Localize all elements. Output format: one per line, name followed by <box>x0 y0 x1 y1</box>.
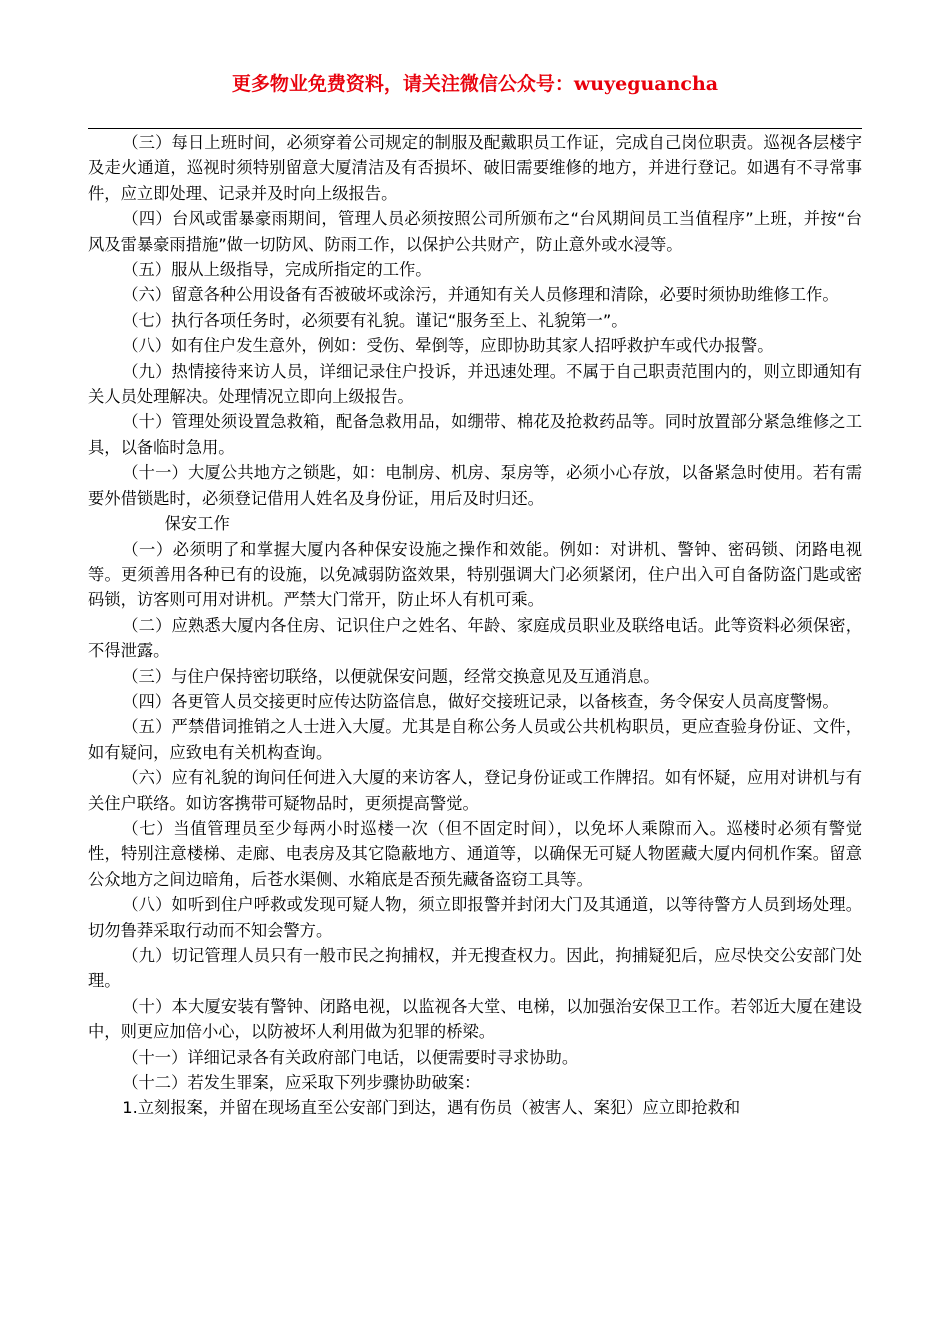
section-title: 保安工作 <box>164 514 230 534</box>
header-divider <box>88 128 862 129</box>
document-body <box>88 130 862 1121</box>
paragraph: （十一）详细记录各有关政府部门电话，以便需要时寻求协助。 <box>122 1047 579 1067</box>
paragraph: （十）本大厦安装有警钟、闭路电视，以监视各大堂、电梯，以加强治安保卫工作。若邻近大厦在建设中，则更应加倍小心，以防被坏人利用做为犯罪的桥梁。 <box>88 996 862 1042</box>
paragraph: （一）必须明了和掌握大厦内各种保安设施之操作和效能。例如：对讲机、警钟、密码锁、闭路电视等。更须善用各种已有的设施，以免减弱防盗效果，特别强调大门必须紧闭，住户出入可自备防盗门匙或密码锁，访客则可用对讲机。严禁大门常开，防止坏人有机可乘。 <box>88 539 862 610</box>
paragraph: （四）台风或雷暴豪雨期间，管理人员必须按照公司所颁布之“台风期间员工当值程序”上班，并按“台风及雷暴豪雨措施”做一切防风、防雨工作，以保护公共财产，防止意外或水浸等。 <box>88 209 862 254</box>
paragraph: （五）服从上级指导，完成所指定的工作。 <box>122 260 432 280</box>
paragraph: （九）热情接待来访人员，详细记录住户投诉，并迅速处理。不属于自己职责范围内的，则立即通知有关人员处理解决。处理情况立即向上级报告。 <box>88 361 862 407</box>
paragraph: （十二）若发生罪案，应采取下列步骤协助破案： <box>122 1073 481 1093</box>
paragraph: （六）应有礼貌的询问任何进入大厦的来访客人，登记身份证或工作牌招。如有怀疑，应用对讲机与有关住户联络。如访客携带可疑物品时，更须提高警觉。 <box>88 768 862 813</box>
header-banner: 更多物业免费资料，请关注微信公众号：wuyeguancha <box>231 73 719 95</box>
paragraph: （五）严禁借词推销之人士进入大厦。尤其是自称公务人员或公共机构职员，更应查验身份证、文件，如有疑问，应致电有关机构查询。 <box>88 717 862 762</box>
paragraph: （六）留意各种公用设备有否被破坏或涂污，并通知有关人员修理和清除，必要时须协助维修工作。 <box>122 285 839 305</box>
paragraph: （十一）大厦公共地方之锁匙，如：电制房、机房、泵房等，必须小心存放，以备紧急时使用。若有需要外借锁匙时，必须登记借用人姓名及身份证，用后及时归还。 <box>88 463 862 508</box>
paragraph: （二）应熟悉大厦内各住房、记识住户之姓名、年龄、家庭成员职业及联络电话。此等资料必须保密，不得泄露。 <box>88 615 862 661</box>
paragraph: （七）执行各项任务时，必须要有礼貌。谨记“服务至上、礼貌第一”。 <box>122 310 628 330</box>
paragraph: 1.立刻报案，并留在现场直至公安部门到达，遇有伤员（被害人、案犯）应立即抢救和 <box>122 1098 741 1118</box>
paragraph: （三）每日上班时间，必须穿着公司规定的制服及配戴职员工作证，完成自己岗位职责。巡视各层楼宇及走火通道，巡视时须特别留意大厦清洁及有否损坏、破旧需要维修的地方，并进行登记。如遇有不寻常事件，应立即处理、记录并及时向上级报告。 <box>88 133 862 203</box>
paragraph: （十）管理处须设置急救箱，配备急救用品，如绷带、棉花及抢救药品等。同时放置部分紧急维修之工具，以备临时急用。 <box>88 412 862 457</box>
paragraph: （四）各更管人员交接更时应传达防盗信息，做好交接班记录，以备核查，务令保安人员高度警惕。 <box>122 691 839 711</box>
paragraph: （九）切记管理人员只有一般市民之拘捕权，并无搜查权力。因此，拘捕疑犯后，应尽快交公安部门处理。 <box>88 946 862 991</box>
paragraph: （三）与住户保持密切联络，以便就保安问题，经常交换意见及互通消息。 <box>122 666 660 686</box>
paragraph: （七）当值管理员至少每两小时巡楼一次（但不固定时间），以免坏人乘隙而入。巡楼时必须有警觉性，特别注意楼梯、走廊、电表房及其它隐蔽地方、通道等，以确保无可疑人物匿藏大厦内伺机作案。留意公众地方之间边暗角，后苍水渠侧、水箱底是否预先藏备盗窃工具等。 <box>88 818 862 889</box>
paragraph: （八）如听到住户呼救或发现可疑人物，须立即报警并封闭大门及其通道，以等待警方人员到场处理。切勿鲁莽采取行动而不知会警方。 <box>88 895 862 940</box>
paragraph: （八）如有住户发生意外，例如：受伤、晕倒等，应即协助其家人招呼救护车或代办报警。 <box>122 336 774 356</box>
